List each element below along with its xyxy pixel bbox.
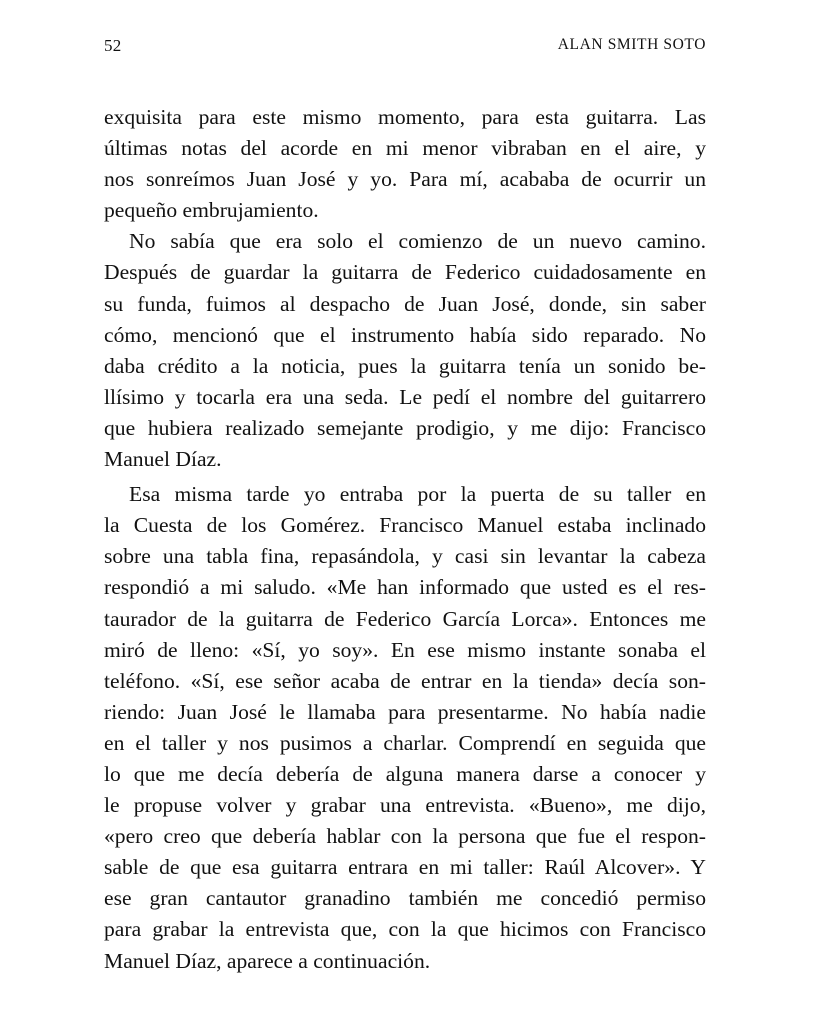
body-text [104, 102, 706, 977]
text-line: teléfono. «Sí, ese señor acaba de entrar en la tienda» decía son- [104, 668, 706, 693]
text-line: le propuse volver y grabar una entrevista. «Bueno», me dijo, [104, 793, 706, 818]
text-line: Esa misma tarde yo entraba por la puerta de su taller en [129, 482, 706, 507]
text-line: cómo, mencionó que el instrumento había sido reparado. No [104, 322, 706, 347]
paragraph [104, 102, 706, 226]
text-line: «pero creo que debería hablar con la persona que fue el respon- [104, 824, 706, 849]
text-line: la Cuesta de los Gomérez. Francisco Manuel estaba inclinado [104, 513, 706, 538]
text-line: sobre una tabla fina, repasándola, y casi sin levantar la cabeza [104, 544, 706, 569]
text-line: en el taller y nos pusimos a charlar. Comprendí en seguida que [104, 730, 706, 755]
paragraph [104, 226, 706, 475]
text-line: No sabía que era solo el comienzo de un nuevo camino. [129, 229, 706, 254]
text-line: Después de guardar la guitarra de Federico cuidadosamente en [104, 260, 706, 285]
text-line: su funda, fuimos al despacho de Juan José, donde, sin saber [104, 291, 706, 316]
running-head-author: ALAN SMITH SOTO [557, 36, 706, 53]
page-number: 52 [104, 36, 122, 55]
text-line: ese gran cantautor granadino también me concedió permiso [104, 886, 706, 911]
book-page [104, 0, 706, 1024]
text-line: para grabar la entrevista que, con la que hicimos con Francisco [104, 917, 706, 942]
text-line: miró de lleno: «Sí, yo soy». En ese mismo instante sonaba el [104, 637, 706, 662]
text-line: daba crédito a la noticia, pues la guitarra tenía un sonido be- [104, 353, 706, 378]
text-line: pequeño embrujamiento. [104, 198, 319, 223]
text-line: taurador de la guitarra de Federico García Lorca». Entonces me [104, 606, 706, 631]
text-line: respondió a mi saludo. «Me han informado que usted es el res- [104, 575, 706, 600]
text-line: nos sonreímos Juan José y yo. Para mí, acababa de ocurrir un [104, 167, 706, 192]
text-line: sable de que esa guitarra entrara en mi taller: Raúl Alcover». Y [104, 855, 706, 880]
text-line: Manuel Díaz. [104, 447, 222, 472]
text-line: lo que me decía debería de alguna manera darse a conocer y [104, 761, 706, 786]
paragraph [104, 479, 706, 977]
text-line: riendo: Juan José le llamaba para presentarme. No había nadie [104, 699, 706, 724]
text-line: últimas notas del acorde en mi menor vibraban en el aire, y [104, 136, 706, 161]
running-head [104, 36, 706, 60]
text-line: exquisita para este mismo momento, para esta guitarra. Las [104, 105, 706, 129]
text-line: que hubiera realizado semejante prodigio, y me dijo: Francisco [104, 415, 706, 440]
text-line: Manuel Díaz, aparece a continuación. [104, 948, 431, 973]
text-line: llísimo y tocarla era una seda. Le pedí el nombre del guitarrero [104, 384, 706, 409]
